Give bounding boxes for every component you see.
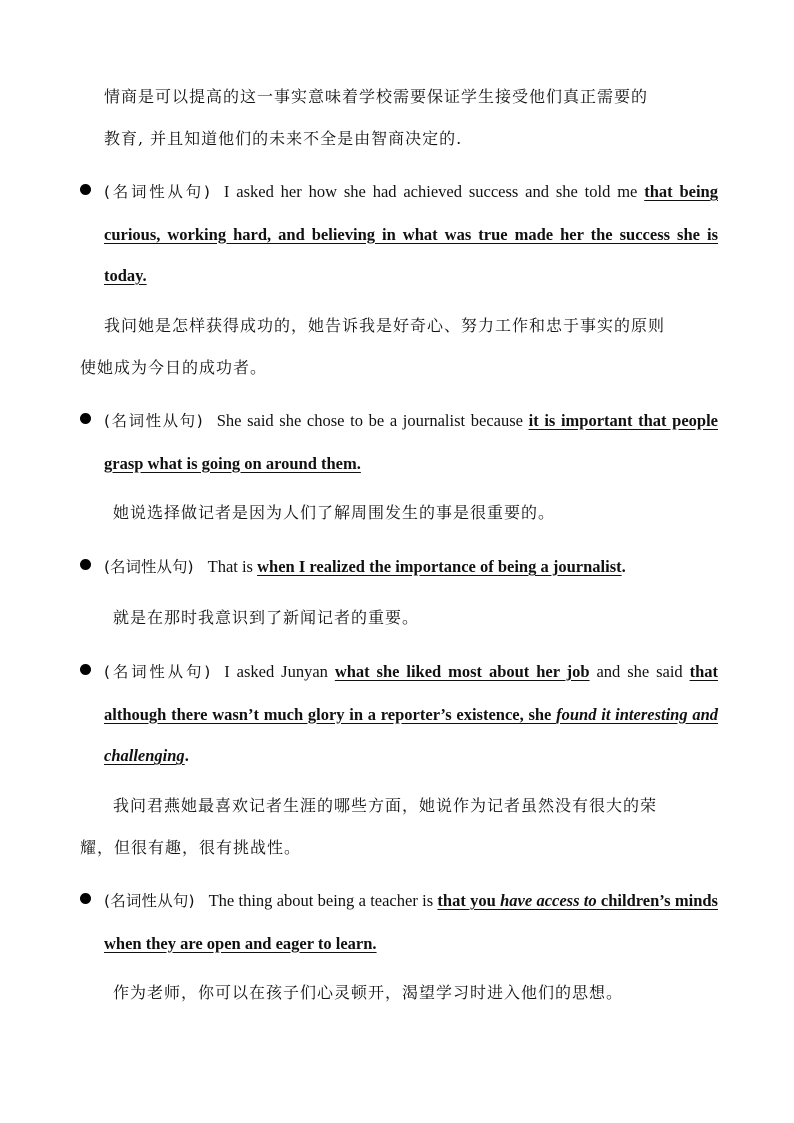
clause-tag: (名词性从句) — [104, 412, 203, 430]
sentence-plain: The thing about being a teacher is — [208, 891, 438, 910]
sentence-end: . — [621, 557, 626, 576]
bullet-icon — [80, 559, 91, 570]
sentence-plain: and she said — [589, 662, 690, 681]
translation-line: 她说选择做记者是因为人们了解周围发生的事是很重要的。 — [113, 503, 556, 522]
clause-tag: (名词性从句) — [104, 183, 210, 201]
sentence-plain: That is — [207, 557, 258, 576]
example-sentence — [104, 880, 718, 964]
example-sentence — [104, 546, 718, 589]
clause-tag: (名词性从句) — [104, 663, 211, 681]
translation-line: 我问她是怎样获得成功的，她告诉我是好奇心、努力工作和忠于事实的原则 — [104, 316, 666, 335]
intro-line-2: 教育, 并且知道他们的未来不全是由智商决定的. — [104, 129, 463, 148]
sentence-plain: I asked her how she had achieved success and she told me — [223, 182, 645, 201]
sentence-highlight: when I realized the importance of being a journalist — [257, 557, 622, 576]
bullet-icon — [80, 893, 91, 904]
translation-line: 耀，但很有趣，很有挑战性。 — [80, 838, 302, 857]
clause-tag: (名词性从句) — [104, 558, 194, 576]
bullet-icon — [80, 413, 91, 424]
translation-line: 我问君燕她最喜欢记者生涯的哪些方面，她说作为记者虽然没有很大的荣 — [113, 796, 658, 815]
bullet-icon — [80, 184, 91, 195]
sentence-plain: She said she chose to be a journalist because — [216, 411, 529, 430]
bullet-icon — [80, 664, 91, 675]
translation-line: 使她成为今日的成功者。 — [80, 358, 268, 377]
sentence-highlight: that you — [437, 891, 501, 910]
sentence-highlight: what she liked most about her job — [334, 662, 590, 681]
translation-line: 就是在那时我意识到了新闻记者的重要。 — [113, 608, 420, 627]
sentence-highlight: that being curious, working hard, and believing in what was true made her the success she is today. — [104, 182, 718, 285]
sentence-end: . — [184, 746, 189, 765]
sentence-highlight: children’s minds when they are open and eager to learn. — [104, 891, 718, 953]
sentence-highlight: that although there wasn’t much glory in a reporter’s existence, she — [104, 662, 718, 724]
example-sentence — [104, 171, 718, 297]
intro-line-1: 情商是可以提高的这一事实意味着学校需要保证学生接受他们真正需要的 — [104, 87, 649, 106]
sentence-highlight-italic: have access to — [500, 891, 597, 910]
sentence-highlight-italic: found it interesting and challenging — [104, 704, 719, 765]
sentence-highlight: it is important that people grasp what is going on around them. — [104, 411, 718, 473]
clause-tag: (名词性从句) — [104, 892, 195, 910]
example-sentence — [104, 400, 718, 484]
translation-line: 作为老师，你可以在孩子们心灵顿开，渴望学习时进入他们的思想。 — [113, 983, 624, 1002]
example-sentence — [104, 651, 718, 777]
sentence-plain: I asked Junyan — [224, 662, 335, 681]
